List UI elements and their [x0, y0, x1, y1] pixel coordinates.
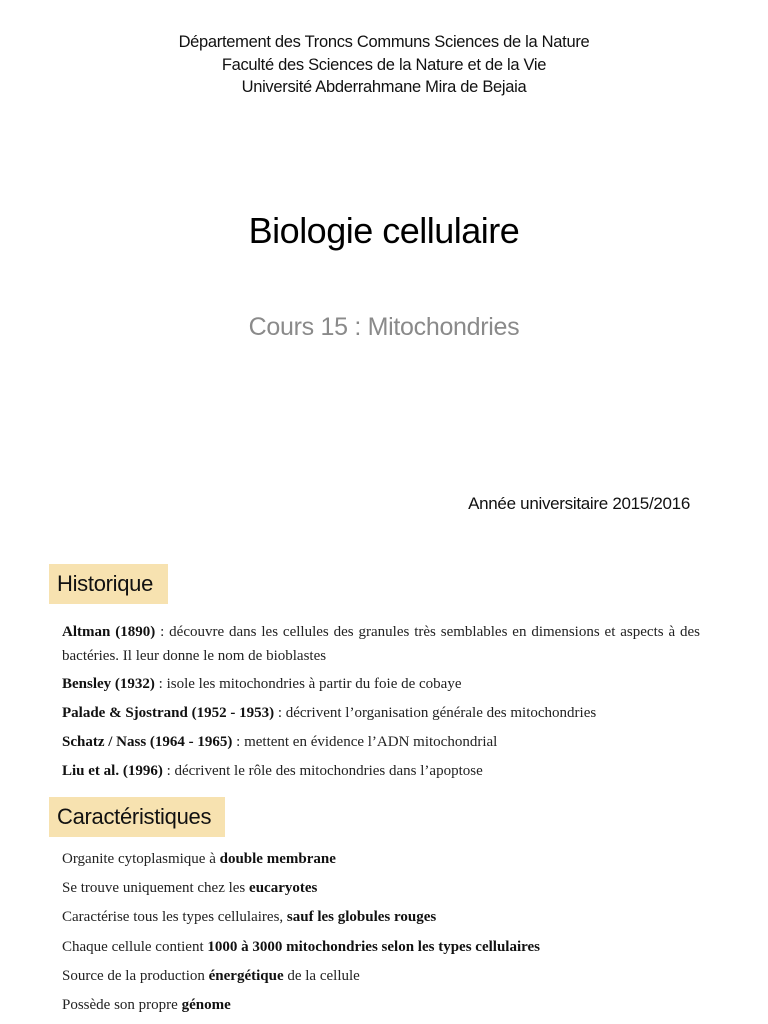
historique-item-text: : décrivent l’organisation générale des mitochondries — [274, 705, 597, 721]
caracteristique-item — [62, 909, 436, 926]
historique-item-author: Altman (1890) — [62, 624, 156, 640]
caracteristique-emphasis: 1000 à 3000 mitochondries selon les types cellulaires — [207, 939, 540, 955]
caracteristiques-heading: Caractéristiques — [49, 797, 225, 837]
caracteristique-emphasis: eucaryotes — [249, 880, 318, 896]
faculty-line: Faculté des Sciences de la Nature et de la Vie — [221, 55, 547, 74]
department-line: Département des Troncs Communs Sciences de la Nature — [178, 33, 590, 51]
historique-item-author: Schatz / Nass (1964 - 1965) — [62, 734, 233, 750]
caracteristique-item — [62, 939, 540, 956]
academic-year: Année universitaire 2015/2016 — [468, 494, 690, 513]
caracteristique-text: Se trouve uniquement chez les — [62, 880, 250, 896]
caracteristique-text: Caractérise tous les types cellulaires, — [62, 909, 287, 925]
caracteristique-text: Possède son propre — [62, 997, 182, 1013]
caracteristique-text: Source de la production — [62, 968, 209, 984]
caracteristique-text: Chaque cellule contient — [62, 939, 208, 955]
historique-item-text: : découvre dans les cellules des granules très semblables en dimensions et aspects à des bactéries. Il leur donne le nom de bioblastes — [62, 624, 701, 664]
historique-item — [62, 705, 596, 722]
historique-item-author: Bensley (1932) — [62, 676, 155, 692]
document-subtitle: Cours 15 : Mitochondries — [248, 313, 520, 341]
historique-item — [62, 620, 700, 668]
historique-item-author: Liu et al. (1996) — [62, 763, 163, 779]
caracteristique-text: Organite cytoplasmique à — [62, 851, 220, 867]
caracteristique-text-end: de la cellule — [283, 968, 360, 984]
caracteristique-emphasis: énergétique — [208, 968, 284, 984]
caracteristique-emphasis: sauf les globules rouges — [286, 909, 437, 925]
historique-item-text: : décrivent le rôle des mitochondries dans l’apoptose — [162, 763, 483, 779]
historique-item-author: Palade & Sjostrand (1952 - 1953) — [62, 705, 275, 721]
caracteristique-item — [62, 997, 231, 1014]
caracteristique-item — [62, 880, 317, 897]
document-title: Biologie cellulaire — [248, 210, 520, 251]
document-header — [0, 31, 768, 99]
university-line: Université Abderrahmane Mira de Bejaia — [241, 78, 527, 96]
caracteristique-emphasis: double membrane — [219, 851, 336, 867]
historique-item-text: : isole les mitochondries à partir du foie de cobaye — [154, 676, 462, 692]
historique-item — [62, 763, 483, 780]
historique-heading: Historique — [49, 564, 168, 604]
caracteristique-item — [62, 851, 336, 868]
caracteristique-item — [62, 968, 360, 985]
caracteristique-emphasis: génome — [181, 997, 231, 1013]
historique-item-text: : mettent en évidence l’ADN mitochondrial — [232, 734, 498, 750]
historique-item — [62, 734, 497, 751]
historique-item — [62, 676, 462, 693]
